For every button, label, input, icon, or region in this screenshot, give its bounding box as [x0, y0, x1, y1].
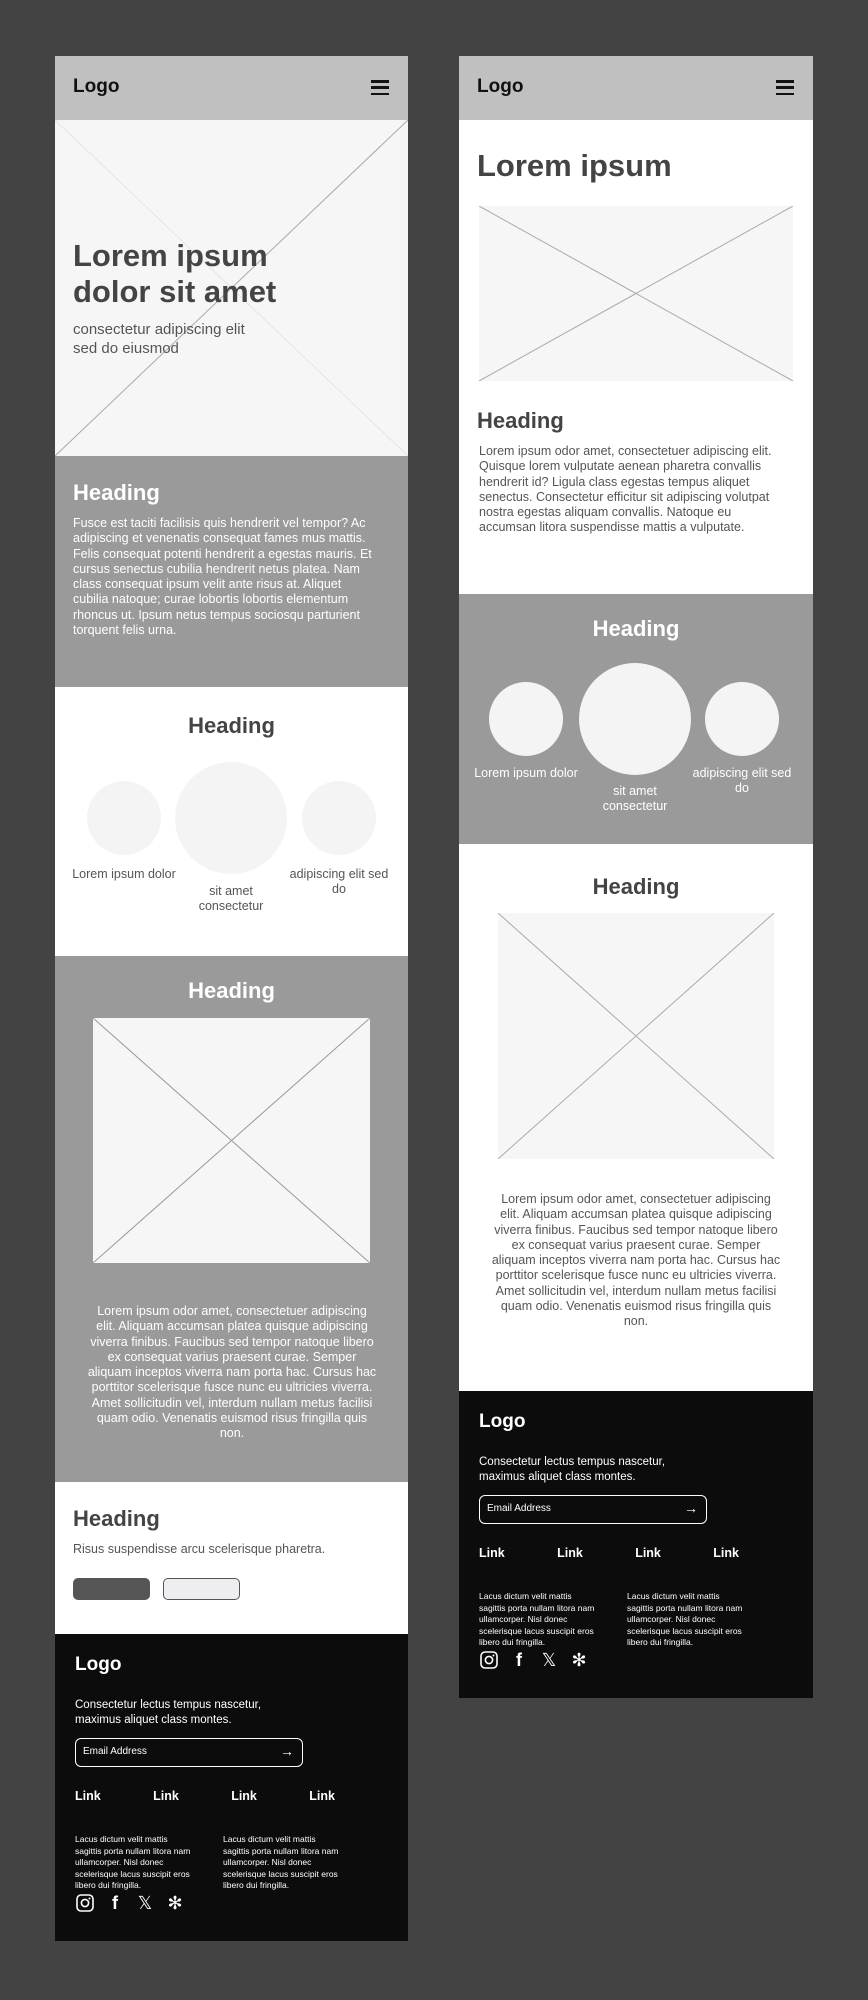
footer-link[interactable]: Link	[635, 1546, 661, 1560]
image-text-section	[459, 844, 813, 1391]
image-placeholder	[479, 206, 793, 381]
feature-circle	[489, 682, 563, 756]
footer-column-text: Lacus dictum velit mattis sagittis porta nullam litora nam ullamcorper. Nisl donec scelerisque lacus suscipit eros libero dui fringilla.	[223, 1834, 339, 1890]
feature-label: adipiscing elit sed do	[289, 867, 389, 896]
section-text: Lorem ipsum odor amet, consectetuer adipiscing elit. Aliquam accumsan platea quisque adipiscing viverra finibus. Faucibus sed tempor natoque libero ex consequat varius praesent curae. Semper aliquam inceptos viverra nam porta hac. Cursus hac porttitor scelerisque fusce nunc eu ultricies viverra. Amet sollicitudin vel, interdum nullam metus facilisi quam odio. Venenatis euismod risus fringilla quis non.	[87, 1304, 377, 1441]
footer-link[interactable]: Link	[309, 1789, 335, 1803]
image-text-section	[55, 956, 408, 1482]
facebook-icon[interactable]: f	[112, 1892, 118, 1913]
features-section	[55, 687, 408, 956]
section-heading: Heading	[188, 713, 275, 738]
footer-link[interactable]: Link	[75, 1789, 101, 1803]
image-placeholder	[498, 913, 774, 1159]
footer-column-text: Lacus dictum velit mattis sagittis porta nullam litora nam ullamcorper. Nisl donec scelerisque lacus suscipit eros libero dui fringilla.	[479, 1591, 595, 1647]
page-title: Lorem ipsum	[477, 148, 672, 183]
cta-text: Risus suspendisse arcu scelerisque pharetra.	[73, 1542, 326, 1556]
footer-link[interactable]: Link	[153, 1789, 179, 1803]
navbar	[55, 56, 408, 120]
primary-button[interactable]	[73, 1578, 150, 1600]
section-text: Lorem ipsum odor amet, consectetuer adipiscing elit. Quisque lorem vulputate aenean pharetra convallis hendrerit id? Ligula class egestas tempus aliquet senectus. Consectetur efficitur sit adipiscing volutpat nostra egestas aliquam convallis. Natoque eu accumsan litora suspendisse mattis a vulputate.	[479, 444, 772, 535]
hamburger-menu-icon[interactable]	[776, 80, 794, 95]
footer-links	[479, 1546, 739, 1560]
instagram-icon[interactable]	[479, 1649, 499, 1671]
x-icon[interactable]: 𝕏	[137, 1892, 153, 1913]
footer	[459, 1391, 813, 1698]
mobile-wireframe-right	[459, 56, 813, 1698]
feature-circle-large	[579, 663, 691, 775]
x-icon[interactable]: 𝕏	[541, 1649, 557, 1670]
footer-logo[interactable]: Logo	[75, 1654, 122, 1675]
footer	[55, 1634, 408, 1941]
social-icons	[479, 1649, 589, 1671]
hero-section	[55, 120, 408, 456]
footer-link[interactable]: Link	[713, 1546, 739, 1560]
hero-subtitle-line2: sed do eiusmod	[73, 340, 179, 357]
cta-section	[55, 1482, 408, 1634]
feature-circle	[705, 682, 779, 756]
footer-links	[75, 1789, 335, 1803]
section-heading: Heading	[73, 480, 160, 505]
yelp-icon[interactable]: ✻	[571, 1649, 587, 1670]
hamburger-menu-icon[interactable]	[371, 80, 389, 95]
section-heading: Heading	[592, 616, 680, 641]
footer-column-text: Lacus dictum velit mattis sagittis porta nullam litora nam ullamcorper. Nisl donec scelerisque lacus suscipit eros libero dui fringilla.	[75, 1834, 191, 1890]
social-icons	[75, 1892, 185, 1914]
footer-description: Consectetur lectus tempus nascetur, maximus aliquet class montes.	[75, 1699, 262, 1726]
hero-subtitle-line1: consectetur adipiscing elit	[73, 321, 245, 338]
feature-label: Lorem ipsum dolor	[474, 766, 578, 780]
image-placeholder	[93, 1018, 370, 1263]
section-heading: Heading	[73, 1506, 160, 1531]
facebook-icon[interactable]: f	[516, 1649, 522, 1670]
logo[interactable]: Logo	[477, 76, 524, 97]
hero-title-line2: dolor sit amet	[73, 274, 277, 309]
feature-circle	[302, 781, 376, 855]
mobile-wireframe-left	[55, 56, 408, 1941]
intro-section	[459, 120, 813, 594]
feature-circle-large	[175, 762, 287, 874]
feature-circle	[87, 781, 161, 855]
feature-label: Lorem ipsum dolor	[72, 867, 176, 881]
footer-column-text: Lacus dictum velit mattis sagittis porta nullam litora nam ullamcorper. Nisl donec scelerisque lacus suscipit eros libero dui fringilla.	[627, 1591, 743, 1647]
footer-link[interactable]: Link	[479, 1546, 505, 1560]
logo[interactable]: Logo	[73, 76, 120, 97]
hero-title-line1: Lorem ipsum	[73, 238, 268, 273]
text-section	[55, 456, 408, 687]
email-input[interactable]	[75, 1738, 303, 1767]
footer-description: Consectetur lectus tempus nascetur, maximus aliquet class montes.	[479, 1456, 666, 1483]
section-heading: Heading	[477, 408, 564, 433]
email-placeholder: Email Address	[83, 1746, 147, 1757]
footer-link[interactable]: Link	[231, 1789, 257, 1803]
section-text: Fusce est taciti facilisis quis hendrerit vel tempor? Ac adipiscing et venenatis consequat fames mus mattis. Felis consequat potenti hendrerit a egestas mauris. Et cursus senectus cubilia hendrerit netus platea. Nam class consequat ipsum velit ante risus at. Aliquet cubilia natoque; curae lobortis lobortis elementum rhoncus ut. Ipsum netus tempus sociosqu parturient torquent felis urna.	[73, 516, 372, 638]
feature-label: adipiscing elit sed do	[692, 766, 792, 795]
arrow-right-icon[interactable]: →	[280, 1743, 294, 1759]
section-heading: Heading	[592, 874, 680, 899]
footer-link[interactable]: Link	[557, 1546, 583, 1560]
section-text: Lorem ipsum odor amet, consectetuer adipiscing elit. Aliquam accumsan platea quisque adipiscing viverra finibus. Faucibus sed tempor natoque libero ex consequat varius praesent curae. Semper aliquam inceptos viverra nam porta hac. Cursus hac porttitor scelerisque fusce nunc eu ultricies viverra. Amet sollicitudin vel, interdum nullam metus facilisi quam odio. Venenatis euismod risus fringilla quis non.	[491, 1192, 781, 1329]
section-heading: Heading	[188, 978, 275, 1003]
email-placeholder: Email Address	[487, 1503, 551, 1514]
arrow-right-icon[interactable]: →	[684, 1500, 698, 1516]
feature-label: sit amet consectetur	[198, 884, 264, 913]
navbar	[459, 56, 813, 120]
footer-logo[interactable]: Logo	[479, 1411, 526, 1432]
feature-label: sit amet consectetur	[602, 784, 668, 813]
instagram-icon[interactable]	[75, 1892, 95, 1914]
yelp-icon[interactable]: ✻	[167, 1892, 183, 1913]
features-section	[459, 594, 813, 844]
secondary-button[interactable]	[163, 1578, 240, 1600]
email-input[interactable]	[479, 1495, 707, 1524]
